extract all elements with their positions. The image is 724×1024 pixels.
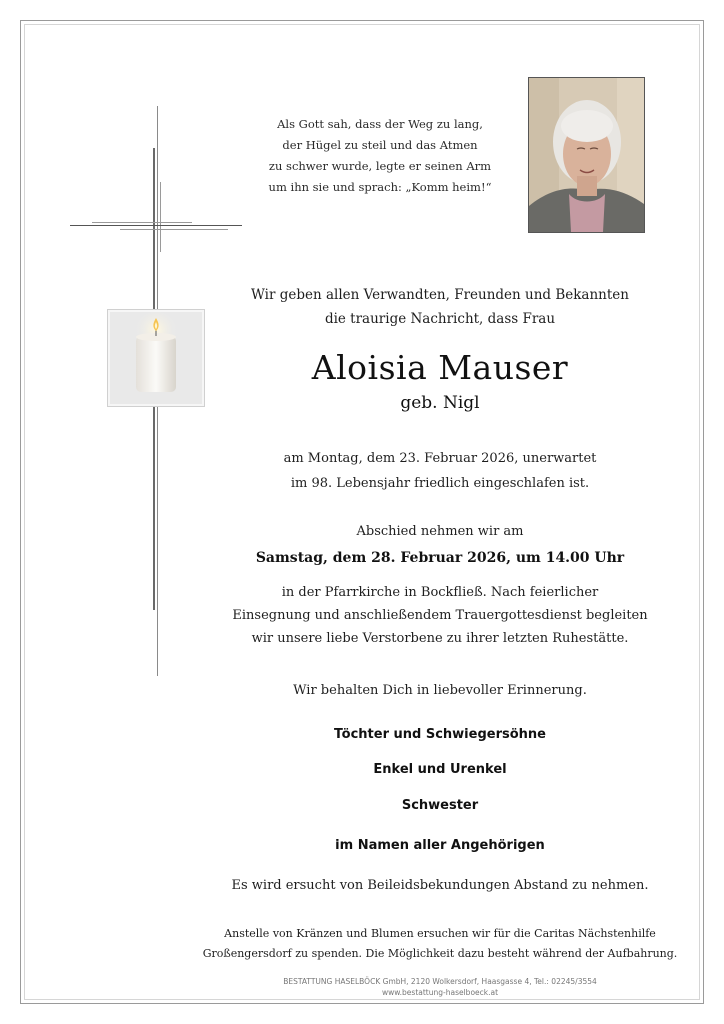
verse-line: der Hügel zu steil und das Atmen [282,138,478,152]
mourner-group: im Namen aller Angehörigen [335,838,545,853]
ceremony-place [160,581,720,650]
verse [252,114,508,198]
mourner-group: Töchter und Schwiegersöhne [334,727,546,742]
donation-note [160,924,720,964]
cross-horizontal-bar [70,225,242,226]
footer-website: www.bestattung-haselboeck.at [381,988,499,997]
portrait-photo [528,77,645,233]
verse-line: Als Gott sah, dass der Weg zu lang, [277,117,483,131]
intro-line: Wir geben allen Verwandten, Freunden und Bekannten [251,287,629,303]
funeral-home-footer [160,976,720,998]
cross-vertical-accent [160,182,161,252]
cross-horizontal-accent [92,222,192,223]
mourner-group: Schwester [401,798,479,813]
place-line: in der Pfarrkirche in Bockfließ. Nach feierlicher [281,585,599,600]
death-line: im 98. Lebensjahr friedlich eingeschlafen ist. [290,476,590,491]
death-notice [160,446,720,496]
verse-line: um ihn sie und sprach: „Komm heim!“ [268,180,492,194]
verse-line: zu schwer wurde, legte er seinen Arm [268,159,492,173]
announcement-intro [160,283,720,331]
memory-line: Wir behalten Dich in liebevoller Erinnerung. [293,683,587,698]
maiden-name: geb. Nigl [400,393,480,413]
intro-line: die traurige Nachricht, dass Frau [324,311,556,327]
place-line: Einsegnung und anschließendem Trauergottesdienst begleiten [232,608,648,623]
mourner-group: Enkel und Urenkel [373,762,507,777]
farewell-intro: Abschied nehmen wir am [356,524,524,539]
death-line: am Montag, dem 23. Februar 2026, unerwartet [283,451,597,466]
deceased-name: Aloisia Mauser [311,348,569,387]
ceremony-date: Samstag, dem 28. Februar 2026, um 14.00 Uhr [255,550,625,566]
condolence-note: Es wird ersucht von Beileidsbekundungen Abstand zu nehmen. [231,878,649,893]
footer-address: BESTATTUNG HASELBÖCK GmbH, 2120 Wolkersdorf, Haasgasse 4, Tel.: 02245/3554 [283,977,597,986]
cross-horizontal-accent [120,229,228,230]
donation-line: Großengersdorf zu spenden. Die Möglichkeit dazu besteht während der Aufbahrung. [202,947,678,960]
place-line: wir unsere liebe Verstorbene zu ihrer letzten Ruhestätte. [251,631,629,646]
donation-line: Anstelle von Kränzen und Blumen ersuchen wir für die Caritas Nächstenhilfe [224,927,656,940]
